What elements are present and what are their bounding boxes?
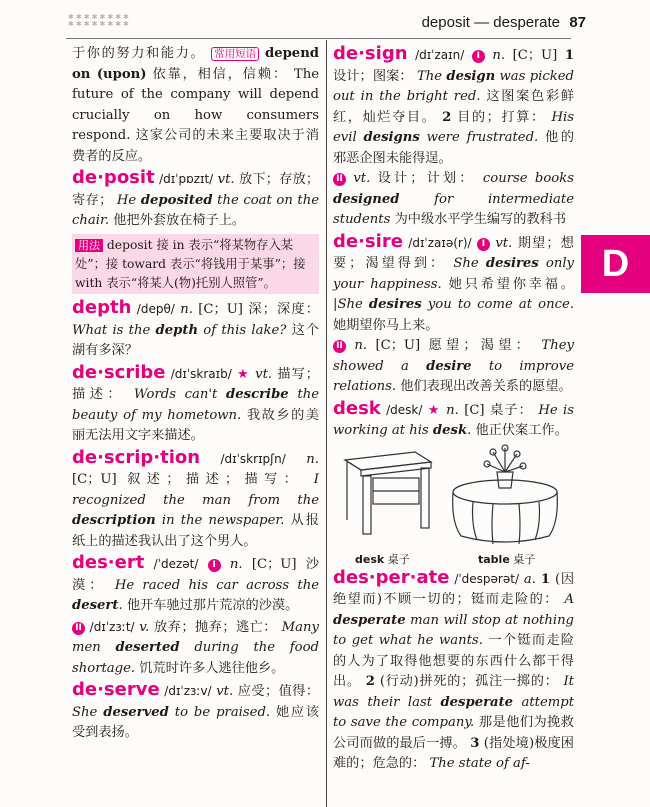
entry-deserve [72,680,319,744]
pronunciation: /ˈdespərət/ [454,571,519,586]
definition: 描写；描述： [72,366,319,402]
part-of-speech: n. [306,451,319,467]
translation: 饥荒时许多人逃往他乡。 [139,660,285,676]
entry-design [333,44,574,231]
grammar-code: [C；U] [198,302,243,317]
header-rule [66,38,571,39]
headword: de·sign [333,43,408,64]
phrase-tag: 常用短语 [211,47,259,61]
pronunciation: /dɪˈzɜːv/ [164,684,212,698]
entry-desperate [333,568,574,775]
part-of-speech: n. [180,302,193,317]
example: Words can't describe the beauty of my hometown. [72,387,319,423]
headword: des·per·ate [333,566,450,588]
sense-number-icon: II [72,622,85,635]
pronunciation: /depθ/ [136,302,175,316]
translation: 她只希望你幸福。 [448,276,574,292]
usage-label: 用法 [75,239,103,252]
definition: 应受；值得： [237,684,320,699]
usage-text: deposit 接 in 表示“将某物存入某处”；接 toward 表示“将钱用于某事”；接 with 表示“将某人(物)托别人照管”。 [75,237,306,290]
pronunciation: /dɪˈzɜːt/ [89,619,135,634]
sense-number-icon: I [477,238,490,251]
star-icon: ★ [427,402,441,418]
definition: 设计；图案： [333,68,413,84]
definition: 依靠，相信，信赖： [152,66,288,82]
grammar-code: [C；U] [375,338,421,353]
headword: de·serve [72,679,160,700]
part-of-speech: vt. [353,171,371,186]
sense-number: 2 [442,109,452,125]
definition: (因绝望而)不顾一切的；铤而走险的： [333,571,575,607]
table-caption: table 桌子 [478,552,536,566]
translation: 他开车驰过那片荒凉的沙漠。 [126,598,299,613]
grammar-code: [C；U] [512,48,558,63]
headword: des·ert [72,552,145,573]
definition: 桌子： [489,402,533,418]
example: The design was picked out in the bright red. [333,68,575,104]
translation: 他正伏案工作。 [475,423,568,438]
pronunciation: /ˈdezət/ [153,557,199,571]
headword: de·posit [72,167,155,188]
column-divider [326,40,327,807]
translation: 那是他们为挽救公司而做的最后一搏。 [333,715,574,751]
translation: 他把外套放在椅子上。 [113,213,246,228]
pronunciation: /desk/ [386,402,423,417]
example: The state of af- [429,756,530,771]
entry-desk [333,399,574,442]
definition: (行动)拼死的；孤注一掷的： [379,674,559,689]
part-of-speech: vt. [495,235,513,251]
translation: 一个铤而走险的人为了取得他想要的东西什么都干得出。 [333,633,574,689]
sense-number-icon: II [333,340,346,353]
translation: 她期望你马上来。 [333,317,439,333]
example: They showed a desire to improve relations. [333,338,574,394]
entry-description [72,448,319,553]
example: What is the depth of this lake? [72,322,287,338]
sense-number-icon: I [472,50,485,63]
running-head: deposit — desperate [421,14,560,31]
definition: 于你的努力和能力。 [72,46,206,61]
grammar-code: [C；U] [251,557,297,572]
definition: 放下；存放；寄存； [72,172,320,208]
example: He deposited the coat on the chair. [72,192,319,228]
example: |She desires you to come at once. [333,297,574,312]
entry-desert [72,553,319,679]
example: The future of the company will depend crucially on how consumers respond. [72,66,319,143]
translation: 我故乡的美丽无法用文字来描述。 [72,407,319,443]
pronunciation: /dɪˈpɒzɪt/ [159,172,214,186]
definition: 目的；打算： [457,109,546,125]
part-of-speech: n. [229,557,243,572]
part-of-speech: vt. [216,684,234,699]
sense-number: 1 [564,48,574,63]
entry-deposit [72,168,319,232]
example: His evil designs were frustrated. [333,109,575,145]
example: Many men deserted during the food shortage. [72,619,319,676]
example: She desires only your happiness. [333,256,574,292]
sense-number: 3 [470,735,480,751]
part-of-speech: vt. [217,172,235,187]
example: He raced his car across the desert. [72,577,320,613]
translation: 从报纸上的描述我认出了这个男人。 [72,513,319,549]
headword: de·scribe [72,361,166,383]
pronunciation: /dɪˈskraɪb/ [170,366,232,381]
desk-caption: desk 桌子 [355,552,410,566]
star-icon: ★ [237,366,250,382]
translation: 他的邪恶企图未能得逞。 [333,130,575,166]
part-of-speech: a. [523,571,536,587]
entry-continuation [72,44,319,167]
headword: depth [72,297,132,318]
definition: 深；深度： [248,302,319,317]
example: I recognized the man from the description in the newspaper. [72,472,319,528]
grammar-code: [C] [464,402,485,418]
left-column [72,44,319,745]
usage-note [72,234,319,295]
definition: 放弃；抛弃；逃亡： [153,619,277,635]
section-tab: D [581,235,650,293]
definition: 沙漠： [72,557,320,593]
definition: 期望；想要；渴望得到： [333,235,574,271]
desk-table-illustration [333,444,574,548]
example: He is working at his desk. [333,402,574,438]
grammar-code: [C；U] [72,472,117,487]
entry-desire [333,232,574,398]
headword: desk [333,397,381,419]
definition: 愿望；渴望： [428,338,534,353]
definition: (指处境)极度困难的；危急的： [333,735,574,771]
example: She deserved to be praised. [72,704,271,720]
sense-number: 1 [540,571,551,587]
sense-number-icon: I [208,559,221,572]
desk-icon [345,452,431,534]
example: It was their last desperate attempt to save the company. [333,674,574,730]
phrase: depend on (upon) [72,46,320,82]
sense-number: 2 [365,674,375,689]
table-icon [453,445,558,544]
translation: 这图案色彩鲜红，灿烂夺目。 [333,89,575,125]
entry-describe [72,363,319,447]
entry-depth [72,298,319,362]
pronunciation: /dɪˈzaɪə(r)/ [408,235,472,250]
example: A desperate man will stop at nothing to get what he wants. [333,592,574,648]
translation: 他们表现出改善关系的愿望。 [400,379,572,394]
translation: 这家公司的未来主要取决于消费者的反应。 [72,128,320,164]
translation: 这个湖有多深？ [72,322,320,358]
translation: 为中级水平学生编写的教科书 [394,212,567,227]
right-column [333,44,574,776]
decorative-stars: ✱✱✱✱✱✱✱✱ ✱✱✱✱✱✱✱✱ [68,13,131,28]
headword: de·scrip·tion [72,446,201,468]
illustrations [333,444,574,566]
pronunciation: /dɪˈskrɪpʃn/ [220,451,286,466]
part-of-speech: n. [354,338,368,353]
part-of-speech: v. [139,619,150,635]
part-of-speech: n. [492,48,506,63]
headword: de·sire [333,230,403,252]
part-of-speech: n. [446,402,459,418]
definition: 叙述；描述；描写： [127,472,304,487]
sense-number-icon: II [333,173,346,186]
pronunciation: /dɪˈzaɪn/ [415,48,465,62]
part-of-speech: vt. [255,366,273,382]
page-number: 87 [569,14,586,31]
definition: 设计；计划： [377,171,476,186]
example: course books designed for intermediate students [333,171,574,227]
translation: 她应该受到表扬。 [72,704,319,740]
